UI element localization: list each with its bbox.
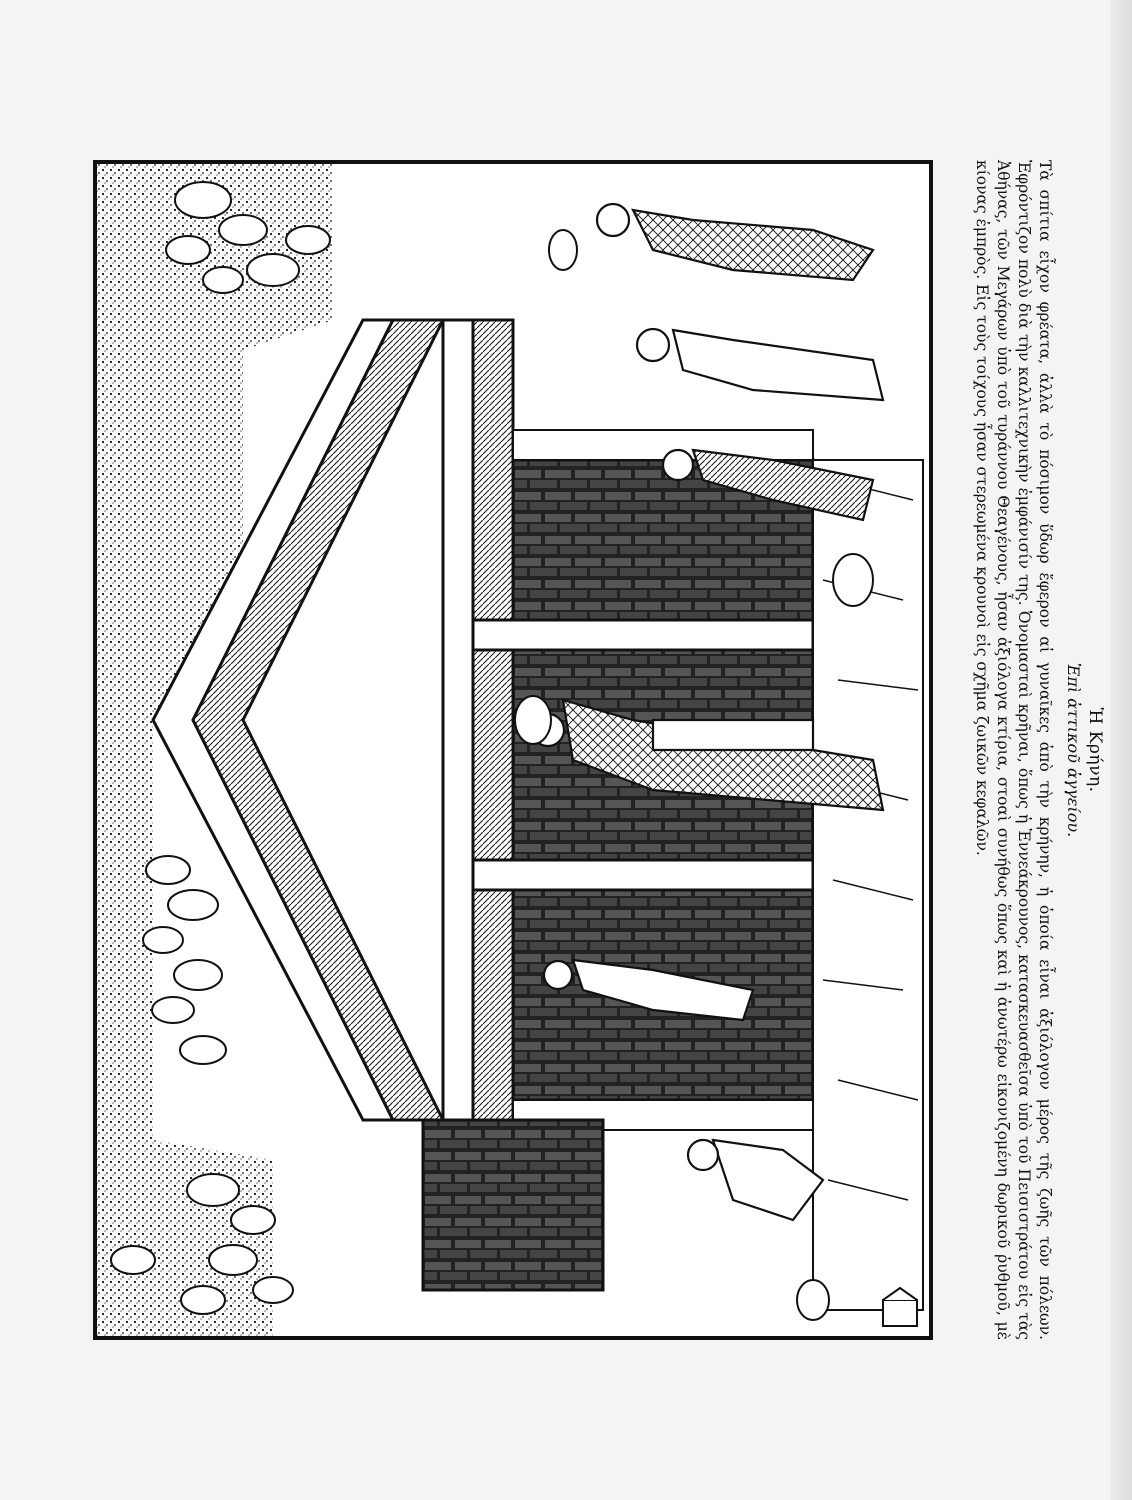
left-rubble-wall (423, 1120, 603, 1290)
caption-title: Ἡ Κρήνη. (1085, 707, 1105, 793)
caption-subtitle: Ἐπὶ ἀττικοῦ ἀγγείου. (1064, 662, 1083, 838)
caption-block (935, 160, 1105, 1340)
page-edge (1110, 0, 1132, 1500)
fountain-house-illustration (93, 160, 933, 1340)
caption-body (971, 160, 1055, 1340)
caption-paragraph: Τὰ σπίτια εἶχον φρέατα, ἀλλὰ τὸ πόσιμον ὕδωρ ἔφερον αἱ γυναῖκες ἀπὸ τὴν κρήνην, ἡ ὁποία εἶναι ἀξιόλογον μέρος τῆς ζωῆς τῶν πόλεων. Ἐφρόντιζον πολὺ διὰ τὴν καλλιτεχνικὴν ἐμφάνισίν της. Ὀνομασταὶ κρῆναι, ὅπως ἡ Ἐννεάκρουνος, κατασκευασθεῖσα ὑπὸ τοῦ Πεισιστράτου εἰς τὰς Ἀθήνας, τῶν Μεγάρων ὑπὸ τοῦ τυράννου Θεαγένους, ἦσαν ἀξιόλογα κτίρια, στοαὶ συνήθως ὅπως καὶ ἡ ἀνωτέρω εἰκονιζομένη δωρικοῦ ῥυθμοῦ, μὲ κίονας ἐμπρὸς. Εἰς τοὺς τοίχους ἦσαν στερεωμένα κρουνοὶ εἰς σχῆμα ζωικῶν κεφαλῶν. (973, 160, 1054, 1340)
